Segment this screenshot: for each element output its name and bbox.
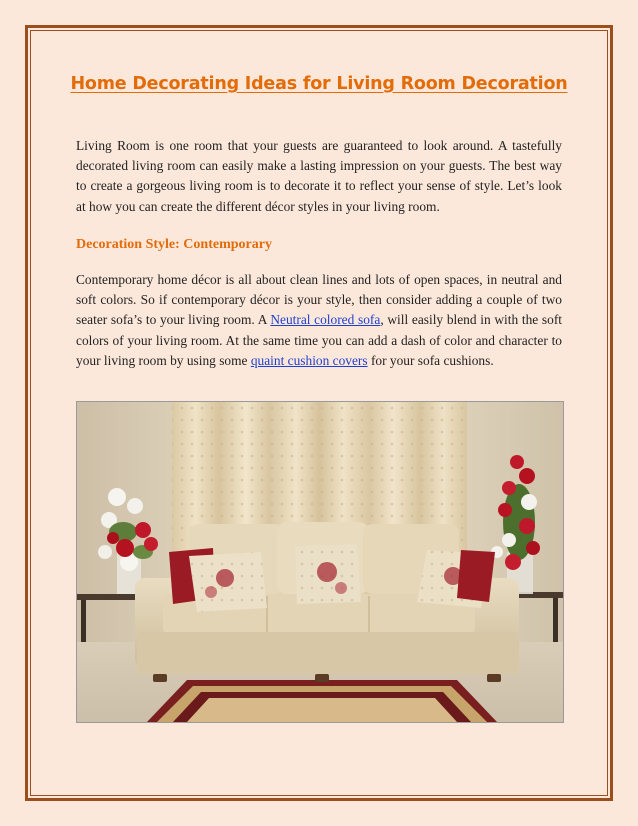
page-title: Home Decorating Ideas for Living Room Decoration bbox=[70, 74, 568, 94]
neutral-colored-sofa-link[interactable]: Neutral colored sofa bbox=[270, 312, 381, 328]
contemporary-paragraph bbox=[76, 270, 562, 371]
living-room-photo bbox=[76, 401, 564, 723]
paragraph-text: for your sofa cushions. bbox=[367, 352, 494, 368]
paragraph-text: , will easily blend in with the soft colors of your living room. At the same time you can add a dash of color and character to your living room by using some bbox=[76, 312, 562, 368]
section-heading: Decoration Style: Contemporary bbox=[76, 237, 272, 252]
paragraph-text: Contemporary home décor is all about clean lines and lots of open spaces, in neutral and soft colors. So if contemporary décor is your style, then consider adding a couple of two seater sofa’s to your living room. A bbox=[76, 272, 562, 328]
intro-paragraph: Living Room is one room that your guests are guaranteed to look around. A tastefully decorated living room can easily make a lasting impression on your guests. The best way to create a gorgeous living room is to decorate it to reflect your sense of style. Let’s look at how you can create the different décor styles in your living room. bbox=[76, 138, 562, 214]
quaint-cushion-covers-link[interactable]: quaint cushion covers bbox=[250, 352, 368, 368]
